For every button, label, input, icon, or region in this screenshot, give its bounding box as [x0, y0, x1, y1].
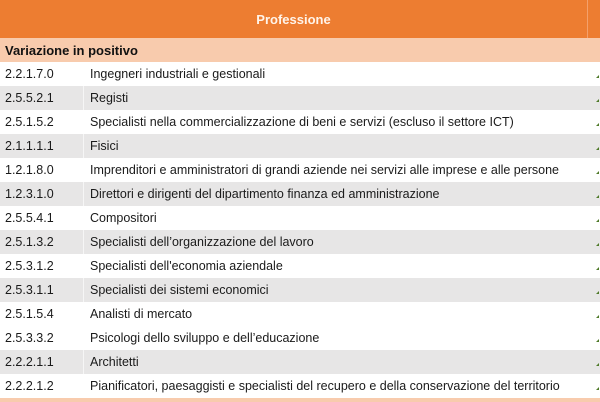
profession-code: 2.5.1.3.2 — [5, 235, 54, 249]
trend-cell — [587, 206, 600, 230]
profession-name: Specialisti nella commercializzazione di beni e servizi (escluso il settore ICT) — [90, 115, 514, 129]
table-row — [0, 110, 600, 134]
profession-code: 2.5.5.2.1 — [5, 91, 54, 105]
trend-cell — [587, 278, 600, 302]
profession-code: 2.2.2.1.2 — [5, 379, 54, 393]
profession-name: Imprenditori e amministratori di grandi aziende nei servizi alle imprese e alle persone — [90, 163, 559, 177]
table-row — [0, 134, 600, 158]
profession-name: Specialisti dei sistemi economici — [90, 283, 269, 297]
up-arrow-icon — [596, 363, 599, 366]
up-arrow-icon — [596, 195, 599, 198]
up-arrow-icon — [596, 291, 599, 294]
profession-name: Specialisti dell'economia aziendale — [90, 259, 283, 273]
trend-cell — [587, 326, 600, 350]
profession-code: 2.5.5.4.1 — [5, 211, 54, 225]
profession-code: 2.5.3.1.2 — [5, 259, 54, 273]
trend-cell — [587, 134, 600, 158]
table-row — [0, 302, 600, 326]
trend-cell — [587, 182, 600, 206]
table-row — [0, 62, 600, 86]
up-arrow-icon — [596, 99, 599, 102]
table-row — [0, 254, 600, 278]
profession-name: Direttori e dirigenti del dipartimento finanza ed amministrazione — [90, 187, 440, 201]
up-arrow-icon — [596, 75, 599, 78]
profession-name: Ingegneri industriali e gestionali — [90, 67, 266, 81]
trend-cell — [587, 254, 600, 278]
profession-code: 1.2.3.1.0 — [5, 187, 54, 201]
profession-name: Registi — [90, 91, 129, 105]
profession-name: Fisici — [90, 139, 119, 153]
profession-name: Architetti — [90, 355, 139, 369]
up-arrow-icon — [596, 147, 599, 150]
profession-name: Pianificatori, paesaggisti e specialisti del recupero e della conservazione del territorio — [90, 379, 560, 393]
up-arrow-icon — [596, 387, 599, 390]
up-arrow-icon — [596, 123, 599, 126]
table-row — [0, 206, 600, 230]
trend-cell — [587, 86, 600, 110]
table-row — [0, 350, 600, 374]
profession-code: 2.5.1.5.4 — [5, 307, 54, 321]
profession-code: 2.5.3.3.2 — [5, 331, 54, 345]
trend-cell — [587, 302, 600, 326]
profession-code: 2.1.1.1.1 — [5, 139, 54, 153]
table-row — [0, 278, 600, 302]
up-arrow-icon — [596, 315, 599, 318]
table-row — [0, 326, 600, 350]
trend-cell — [587, 158, 600, 182]
up-arrow-icon — [596, 219, 599, 222]
profession-name: Compositori — [90, 211, 157, 225]
trend-cell — [587, 62, 600, 86]
profession-code: 2.5.1.5.2 — [5, 115, 54, 129]
table-row — [0, 230, 600, 254]
profession-code: 1.2.1.8.0 — [5, 163, 54, 177]
up-arrow-icon — [596, 243, 599, 246]
table-row — [0, 158, 600, 182]
trend-cell — [587, 110, 600, 134]
up-arrow-icon — [596, 267, 599, 270]
trend-cell — [587, 230, 600, 254]
profession-code: 2.5.3.1.1 — [5, 283, 54, 297]
trend-cell — [587, 350, 600, 374]
header-trend-column — [588, 0, 600, 38]
profession-name: Specialisti dell’organizzazione del lavoro — [90, 235, 314, 249]
table-row — [0, 374, 600, 398]
section-footer-strip — [0, 398, 600, 402]
table-row — [0, 86, 600, 110]
profession-name: Analisti di mercato — [90, 307, 193, 321]
up-arrow-icon — [596, 171, 599, 174]
profession-code: 2.2.2.1.1 — [5, 355, 54, 369]
section-heading: Variazione in positivo — [0, 38, 600, 62]
profession-code: 2.2.1.7.0 — [5, 67, 54, 81]
table-body — [0, 62, 600, 398]
table-row — [0, 182, 600, 206]
profession-name: Psicologi dello sviluppo e dell’educazione — [90, 331, 320, 345]
trend-cell — [587, 374, 600, 398]
up-arrow-icon — [596, 339, 599, 342]
header-profession: Professione — [256, 11, 331, 27]
table-header — [0, 0, 600, 38]
